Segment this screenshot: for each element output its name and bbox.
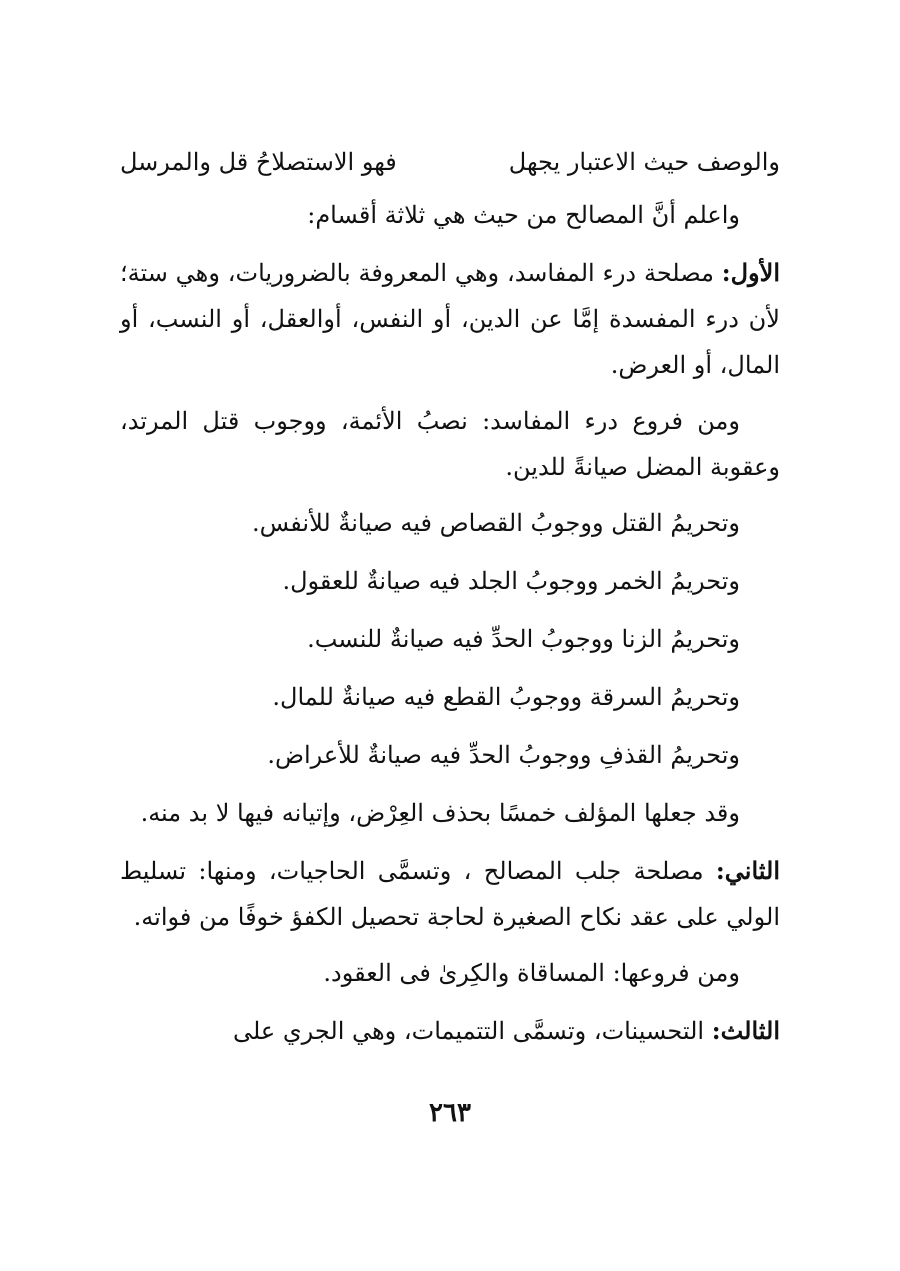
intro-paragraph: واعلم أنَّ المصالح من حيث هي ثلاثة أقسام: — [307, 201, 740, 229]
second-branches-paragraph: ومن فروعها: المساقاة والكِرىٰ فى العقود. — [323, 959, 740, 987]
verse-left-hemistich: فهو الاستصلاحُ قل والمرسل — [120, 148, 397, 176]
page-number: ٢٦٣ — [429, 1098, 471, 1128]
page-body — [120, 140, 780, 1064]
second-category-label: الثاني: — [715, 856, 780, 885]
first-category-paragraph — [120, 250, 780, 388]
branch-line: وتحريمُ الزنا ووجوبُ الحدِّ فيه صيانةٌ للنسب. — [307, 625, 740, 653]
branch-line: وتحريمُ القذفِ ووجوبُ الحدِّ فيه صيانةٌ للأعراض. — [267, 741, 740, 769]
first-category-text: مصلحة درء المفاسد، وهي المعروفة بالضروريات، وهي ستة؛ لأن درء المفسدة إمَّا عن الدين، أو النفس، أوالعقل، أو النسب، أو المال، أو العرض. — [120, 259, 780, 379]
third-category-text: التحسينات، وتسمَّى التتميمات، وهي الجري على — [232, 1017, 712, 1045]
verse-right-hemistich: والوصف حيث الاعتبار يجهل — [508, 148, 780, 176]
first-category-label: الأول: — [721, 258, 780, 287]
verse-line — [120, 140, 780, 184]
branch-line: وتحريمُ السرقة ووجوبُ القطع فيه صيانةٌ للمال. — [272, 683, 740, 711]
branch-line: وتحريمُ القتل ووجوبُ القصاص فيه صيانةٌ للأنفس. — [252, 509, 740, 537]
third-category-label: الثالث: — [711, 1016, 780, 1045]
second-category-text: مصلحة جلب المصالح ، وتسمَّى الحاجيات، ومنها: تسليط الولي على عقد نكاح الصغيرة لحاجة تحصيل الكفؤ خوفًا من فواته. — [120, 857, 780, 931]
branch-line: وتحريمُ الخمر ووجوبُ الجلد فيه صيانةٌ للعقول. — [282, 567, 740, 595]
second-category-paragraph — [120, 848, 780, 940]
branch-line: وقد جعلها المؤلف خمسًا بحذف العِرْض، وإتيانه فيها لا بد منه. — [140, 799, 740, 827]
third-category-paragraph — [120, 1008, 780, 1054]
branches-intro-paragraph: ومن فروع درء المفاسد: نصبُ الأئمة، ووجوب قتل المرتد، وعقوبة المضل صيانةً للدين. — [120, 407, 780, 481]
